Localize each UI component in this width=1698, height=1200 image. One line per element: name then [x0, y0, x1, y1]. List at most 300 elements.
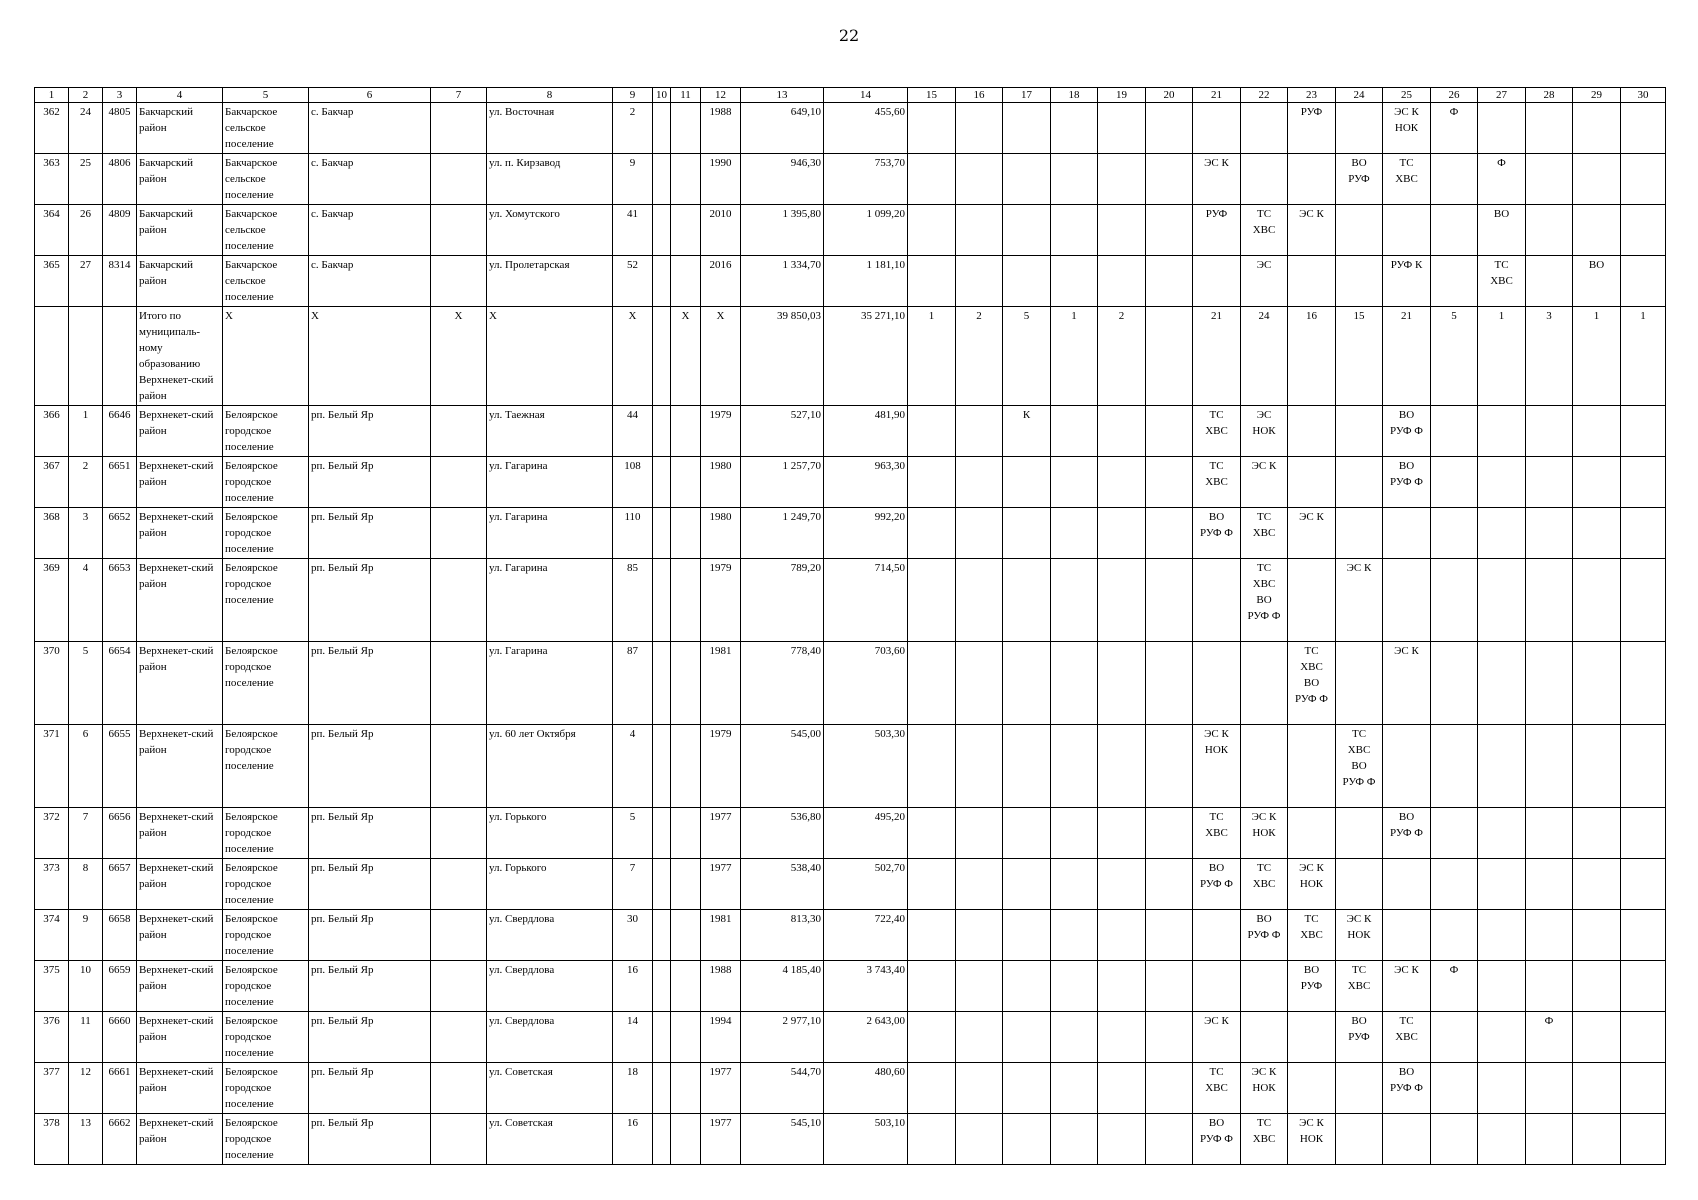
table-cell — [1146, 642, 1193, 725]
table-cell: 1 334,70 — [741, 256, 824, 307]
table-cell: ул. Восточная — [487, 103, 613, 154]
table-cell — [1146, 808, 1193, 859]
table-cell — [1051, 1012, 1098, 1063]
table-cell: рп. Белый Яр — [309, 859, 431, 910]
table-cell: 778,40 — [741, 642, 824, 725]
table-cell — [1431, 910, 1478, 961]
table-cell: ТС ХВС — [1193, 808, 1241, 859]
table-cell — [1526, 559, 1573, 642]
table-cell — [1478, 910, 1526, 961]
table-cell: ул. Гагарина — [487, 559, 613, 642]
table-cell — [671, 1063, 701, 1114]
table-cell — [956, 1063, 1003, 1114]
table-cell: 2 643,00 — [824, 1012, 908, 1063]
table-cell — [1383, 910, 1431, 961]
table-cell — [1431, 154, 1478, 205]
table-cell: ЭС К — [1193, 1012, 1241, 1063]
table-cell — [1431, 642, 1478, 725]
table-cell: 108 — [613, 457, 653, 508]
table-cell — [1003, 559, 1051, 642]
table-cell — [1573, 808, 1621, 859]
table-cell — [1621, 725, 1666, 808]
table-cell: ТС ХВС — [1193, 457, 1241, 508]
table-cell: 368 — [35, 508, 69, 559]
table-cell — [1051, 1114, 1098, 1165]
table-cell: 24 — [69, 103, 103, 154]
table-cell: 6651 — [103, 457, 137, 508]
column-header: 21 — [1193, 88, 1241, 103]
table-cell: 373 — [35, 859, 69, 910]
table-cell — [1003, 154, 1051, 205]
table-cell: 649,10 — [741, 103, 824, 154]
table-cell: ЭС К — [1288, 205, 1336, 256]
table-cell: ВО РУФ — [1288, 961, 1336, 1012]
table-cell: ЭС К — [1383, 642, 1431, 725]
table-cell: 369 — [35, 559, 69, 642]
column-header: 12 — [701, 88, 741, 103]
table-cell — [1098, 559, 1146, 642]
table-row — [35, 642, 1666, 725]
table-cell: 378 — [35, 1114, 69, 1165]
table-cell: ТС ХВС — [1336, 961, 1383, 1012]
table-cell: рп. Белый Яр — [309, 559, 431, 642]
table-cell — [671, 859, 701, 910]
table-cell — [1621, 559, 1666, 642]
table-cell: Х — [701, 307, 741, 406]
table-cell — [1526, 508, 1573, 559]
table-cell: Верхнекет-ский район — [137, 642, 223, 725]
table-cell: ЭС К — [1241, 457, 1288, 508]
table-cell — [1288, 154, 1336, 205]
table-cell — [653, 859, 671, 910]
column-header: 24 — [1336, 88, 1383, 103]
table-cell — [1573, 642, 1621, 725]
table-cell: 8314 — [103, 256, 137, 307]
table-cell — [1336, 406, 1383, 457]
table-cell — [653, 642, 671, 725]
table-cell: 6652 — [103, 508, 137, 559]
column-header: 28 — [1526, 88, 1573, 103]
column-header: 13 — [741, 88, 824, 103]
table-cell — [653, 406, 671, 457]
table-cell — [1478, 642, 1526, 725]
table-cell: рп. Белый Яр — [309, 1114, 431, 1165]
table-row — [35, 808, 1666, 859]
table-cell — [1098, 859, 1146, 910]
table-cell: 703,60 — [824, 642, 908, 725]
table-cell — [1526, 910, 1573, 961]
table-cell — [908, 808, 956, 859]
table-cell — [1621, 154, 1666, 205]
column-header: 16 — [956, 88, 1003, 103]
table-cell: Х — [309, 307, 431, 406]
table-cell — [1478, 808, 1526, 859]
table-cell: ул. Таежная — [487, 406, 613, 457]
table-cell — [1193, 103, 1241, 154]
table-cell — [1431, 859, 1478, 910]
table-cell — [1003, 457, 1051, 508]
table-cell — [1526, 808, 1573, 859]
table-cell — [1051, 1063, 1098, 1114]
table-cell: 495,20 — [824, 808, 908, 859]
table-cell — [956, 205, 1003, 256]
column-header: 9 — [613, 88, 653, 103]
table-cell — [653, 1012, 671, 1063]
table-cell — [956, 508, 1003, 559]
table-cell: Белоярское городское поселение — [223, 642, 309, 725]
table-cell: 1988 — [701, 961, 741, 1012]
table-cell: 455,60 — [824, 103, 908, 154]
table-cell: 1979 — [701, 725, 741, 808]
table-cell — [1621, 910, 1666, 961]
table-cell: 18 — [613, 1063, 653, 1114]
table-cell — [1146, 910, 1193, 961]
table-cell: ул. Горького — [487, 808, 613, 859]
table-cell — [1241, 1012, 1288, 1063]
table-cell — [1193, 961, 1241, 1012]
table-cell — [431, 457, 487, 508]
table-cell — [1051, 508, 1098, 559]
table-cell: 714,50 — [824, 559, 908, 642]
table-cell — [1146, 256, 1193, 307]
table-cell: Бакчарское сельское поселение — [223, 205, 309, 256]
table-cell — [653, 205, 671, 256]
table-cell — [908, 508, 956, 559]
table-row — [35, 1012, 1666, 1063]
table-cell — [671, 910, 701, 961]
table-cell — [653, 808, 671, 859]
table-cell — [1146, 154, 1193, 205]
table-cell — [1526, 103, 1573, 154]
table-cell — [1573, 103, 1621, 154]
table-cell: РУФ К — [1383, 256, 1431, 307]
table-cell: Белоярское городское поселение — [223, 406, 309, 457]
table-cell: рп. Белый Яр — [309, 808, 431, 859]
table-cell — [1573, 406, 1621, 457]
table-cell — [1003, 910, 1051, 961]
table-cell: 21 — [1193, 307, 1241, 406]
table-cell — [671, 642, 701, 725]
table-cell: ТС ХВС — [1193, 406, 1241, 457]
table-cell: 1 — [908, 307, 956, 406]
table-cell — [908, 642, 956, 725]
table-cell — [1621, 1012, 1666, 1063]
table-cell: Белоярское городское поселение — [223, 457, 309, 508]
table-cell: Белоярское городское поселение — [223, 859, 309, 910]
table-cell — [1431, 808, 1478, 859]
table-cell: Х — [431, 307, 487, 406]
table-cell — [431, 859, 487, 910]
column-header: 14 — [824, 88, 908, 103]
table-cell: рп. Белый Яр — [309, 406, 431, 457]
table-cell — [956, 256, 1003, 307]
table-cell: 365 — [35, 256, 69, 307]
table-cell: 722,40 — [824, 910, 908, 961]
table-cell — [1478, 559, 1526, 642]
table-cell — [1003, 1063, 1051, 1114]
table-cell — [1621, 256, 1666, 307]
table-cell — [1098, 808, 1146, 859]
table-cell: рп. Белый Яр — [309, 642, 431, 725]
table-cell — [431, 154, 487, 205]
table-cell: 4 185,40 — [741, 961, 824, 1012]
table-cell — [1621, 808, 1666, 859]
table-cell: 30 — [613, 910, 653, 961]
table-cell: рп. Белый Яр — [309, 725, 431, 808]
table-cell — [1288, 559, 1336, 642]
table-cell: 1994 — [701, 1012, 741, 1063]
table-cell — [1621, 205, 1666, 256]
table-cell — [956, 725, 1003, 808]
column-header: 26 — [1431, 88, 1478, 103]
table-cell — [1573, 961, 1621, 1012]
table-cell: Белоярское городское поселение — [223, 1063, 309, 1114]
table-cell: 6659 — [103, 961, 137, 1012]
table-cell: 3 — [69, 508, 103, 559]
table-cell: 545,00 — [741, 725, 824, 808]
table-cell — [1051, 205, 1098, 256]
table-cell: 372 — [35, 808, 69, 859]
table-cell: 2 977,10 — [741, 1012, 824, 1063]
table-cell: ул. Гагарина — [487, 642, 613, 725]
table-cell — [1573, 205, 1621, 256]
table-cell: Х — [223, 307, 309, 406]
table-cell: Белоярское городское поселение — [223, 910, 309, 961]
table-cell — [1288, 457, 1336, 508]
table-cell — [1621, 1114, 1666, 1165]
table-cell: ул. Свердлова — [487, 961, 613, 1012]
table-cell — [1478, 103, 1526, 154]
table-cell — [1621, 642, 1666, 725]
table-cell — [1098, 1012, 1146, 1063]
column-header: 23 — [1288, 88, 1336, 103]
table-cell: ВО РУФ Ф — [1383, 808, 1431, 859]
table-cell — [1621, 103, 1666, 154]
table-cell: Верхнекет-ский район — [137, 1114, 223, 1165]
table-cell: 1977 — [701, 808, 741, 859]
table-cell: ул. Гагарина — [487, 508, 613, 559]
table-cell — [908, 859, 956, 910]
table-cell — [1431, 205, 1478, 256]
column-header: 17 — [1003, 88, 1051, 103]
table-cell: 26 — [69, 205, 103, 256]
table-cell: 6 — [69, 725, 103, 808]
table-cell — [1241, 642, 1288, 725]
table-cell: 377 — [35, 1063, 69, 1114]
table-cell — [1621, 961, 1666, 1012]
table-cell — [1431, 508, 1478, 559]
table-cell — [1526, 205, 1573, 256]
table-cell — [956, 642, 1003, 725]
table-cell — [1146, 406, 1193, 457]
table-cell — [1051, 725, 1098, 808]
column-header: 15 — [908, 88, 956, 103]
table-cell: рп. Белый Яр — [309, 1063, 431, 1114]
table-cell: ЭС К НОК — [1336, 910, 1383, 961]
table-cell: 992,20 — [824, 508, 908, 559]
table-cell: 6662 — [103, 1114, 137, 1165]
table-cell: 1981 — [701, 910, 741, 961]
table-row — [35, 859, 1666, 910]
table-cell — [1051, 406, 1098, 457]
table-cell — [1431, 406, 1478, 457]
table-cell: Верхнекет-ский район — [137, 910, 223, 961]
table-cell: 41 — [613, 205, 653, 256]
column-header: 30 — [1621, 88, 1666, 103]
table-row — [35, 406, 1666, 457]
table-cell — [908, 1114, 956, 1165]
table-cell — [1431, 1012, 1478, 1063]
table-cell — [431, 642, 487, 725]
table-cell: Верхнекет-ский район — [137, 961, 223, 1012]
table-cell: ВО РУФ Ф — [1193, 1114, 1241, 1165]
table-cell: 753,70 — [824, 154, 908, 205]
table-cell: ТС ХВС — [1383, 1012, 1431, 1063]
table-cell — [1573, 154, 1621, 205]
table-cell — [1383, 508, 1431, 559]
table-cell — [1573, 457, 1621, 508]
table-cell: 2 — [613, 103, 653, 154]
table-cell: 370 — [35, 642, 69, 725]
table-cell — [1098, 457, 1146, 508]
table-cell — [431, 725, 487, 808]
table-cell — [671, 205, 701, 256]
table-cell — [1573, 859, 1621, 910]
table-cell: Верхнекет-ский район — [137, 1012, 223, 1063]
table-cell: с. Бакчар — [309, 154, 431, 205]
table-cell: 1977 — [701, 1114, 741, 1165]
table-cell: ВО РУФ Ф — [1241, 910, 1288, 961]
table-row — [35, 103, 1666, 154]
table-cell — [1573, 1063, 1621, 1114]
table-row — [35, 457, 1666, 508]
table-cell: ЭС К — [1288, 508, 1336, 559]
table-cell: 5 — [69, 642, 103, 725]
table-cell: ВО РУФ Ф — [1383, 406, 1431, 457]
table-cell: 6654 — [103, 642, 137, 725]
table-cell — [1098, 910, 1146, 961]
table-cell: 5 — [1431, 307, 1478, 406]
table-cell: 363 — [35, 154, 69, 205]
table-cell — [1288, 808, 1336, 859]
table-cell — [671, 154, 701, 205]
table-cell — [1573, 725, 1621, 808]
table-cell: с. Бакчар — [309, 256, 431, 307]
table-cell — [908, 961, 956, 1012]
table-cell — [1526, 1114, 1573, 1165]
table-cell — [1478, 457, 1526, 508]
column-header: 3 — [103, 88, 137, 103]
table-cell: с. Бакчар — [309, 205, 431, 256]
table-cell — [908, 406, 956, 457]
table-cell: 1980 — [701, 508, 741, 559]
table-cell — [1336, 205, 1383, 256]
table-row — [35, 725, 1666, 808]
table-cell: ул. Хомутского — [487, 205, 613, 256]
table-cell — [1336, 256, 1383, 307]
table-cell — [1193, 256, 1241, 307]
table-cell — [1383, 859, 1431, 910]
column-header: 25 — [1383, 88, 1431, 103]
table-cell: рп. Белый Яр — [309, 961, 431, 1012]
table-cell — [1431, 1114, 1478, 1165]
table-cell — [1146, 1012, 1193, 1063]
table-cell: Ф — [1478, 154, 1526, 205]
table-cell: Белоярское городское поселение — [223, 1012, 309, 1063]
table-cell — [1098, 961, 1146, 1012]
table-cell — [1526, 406, 1573, 457]
table-cell — [671, 406, 701, 457]
table-cell — [1526, 725, 1573, 808]
table-cell — [431, 406, 487, 457]
table-cell — [1098, 642, 1146, 725]
table-cell: Х — [613, 307, 653, 406]
table-cell — [1098, 406, 1146, 457]
table-cell: 1988 — [701, 103, 741, 154]
table-cell — [908, 1063, 956, 1114]
table-cell — [431, 808, 487, 859]
table-cell: Бакчарский район — [137, 256, 223, 307]
table-cell — [431, 961, 487, 1012]
table-cell — [1098, 725, 1146, 808]
table-cell: ТС ХВС — [1241, 508, 1288, 559]
table-cell: ул. Свердлова — [487, 910, 613, 961]
table-cell — [1146, 103, 1193, 154]
table-cell: Белоярское городское поселение — [223, 808, 309, 859]
table-cell: 789,20 — [741, 559, 824, 642]
table-cell: ЭС К — [1383, 961, 1431, 1012]
table-cell — [1003, 859, 1051, 910]
column-header: 19 — [1098, 88, 1146, 103]
table-cell: ул. Горького — [487, 859, 613, 910]
table-cell: 7 — [69, 808, 103, 859]
table-cell — [1003, 961, 1051, 1012]
column-header: 18 — [1051, 88, 1098, 103]
table-cell — [431, 103, 487, 154]
table-cell: Верхнекет-ский район — [137, 457, 223, 508]
table-cell: ВО РУФ Ф — [1193, 508, 1241, 559]
table-cell: 87 — [613, 642, 653, 725]
table-cell: 366 — [35, 406, 69, 457]
table-cell — [103, 307, 137, 406]
table-cell: 110 — [613, 508, 653, 559]
table-cell: 544,70 — [741, 1063, 824, 1114]
table-cell — [908, 725, 956, 808]
table-cell: ТС ХВС ВО РУФ Ф — [1241, 559, 1288, 642]
table-cell — [1526, 859, 1573, 910]
table-cell — [1383, 205, 1431, 256]
table-cell — [671, 961, 701, 1012]
table-cell: ВО РУФ Ф — [1193, 859, 1241, 910]
column-header: 6 — [309, 88, 431, 103]
table-cell — [1241, 154, 1288, 205]
table-cell — [671, 808, 701, 859]
table-cell — [1288, 725, 1336, 808]
table-cell: рп. Белый Яр — [309, 457, 431, 508]
table-row — [35, 559, 1666, 642]
table-cell — [956, 406, 1003, 457]
table-cell — [1003, 508, 1051, 559]
table-cell: 52 — [613, 256, 653, 307]
table-cell: 1979 — [701, 406, 741, 457]
table-cell: 4806 — [103, 154, 137, 205]
table-cell — [956, 859, 1003, 910]
table-cell — [1336, 457, 1383, 508]
table-cell — [1431, 457, 1478, 508]
table-cell — [1051, 559, 1098, 642]
table-cell: 10 — [69, 961, 103, 1012]
table-cell: ТС ХВС — [1241, 859, 1288, 910]
